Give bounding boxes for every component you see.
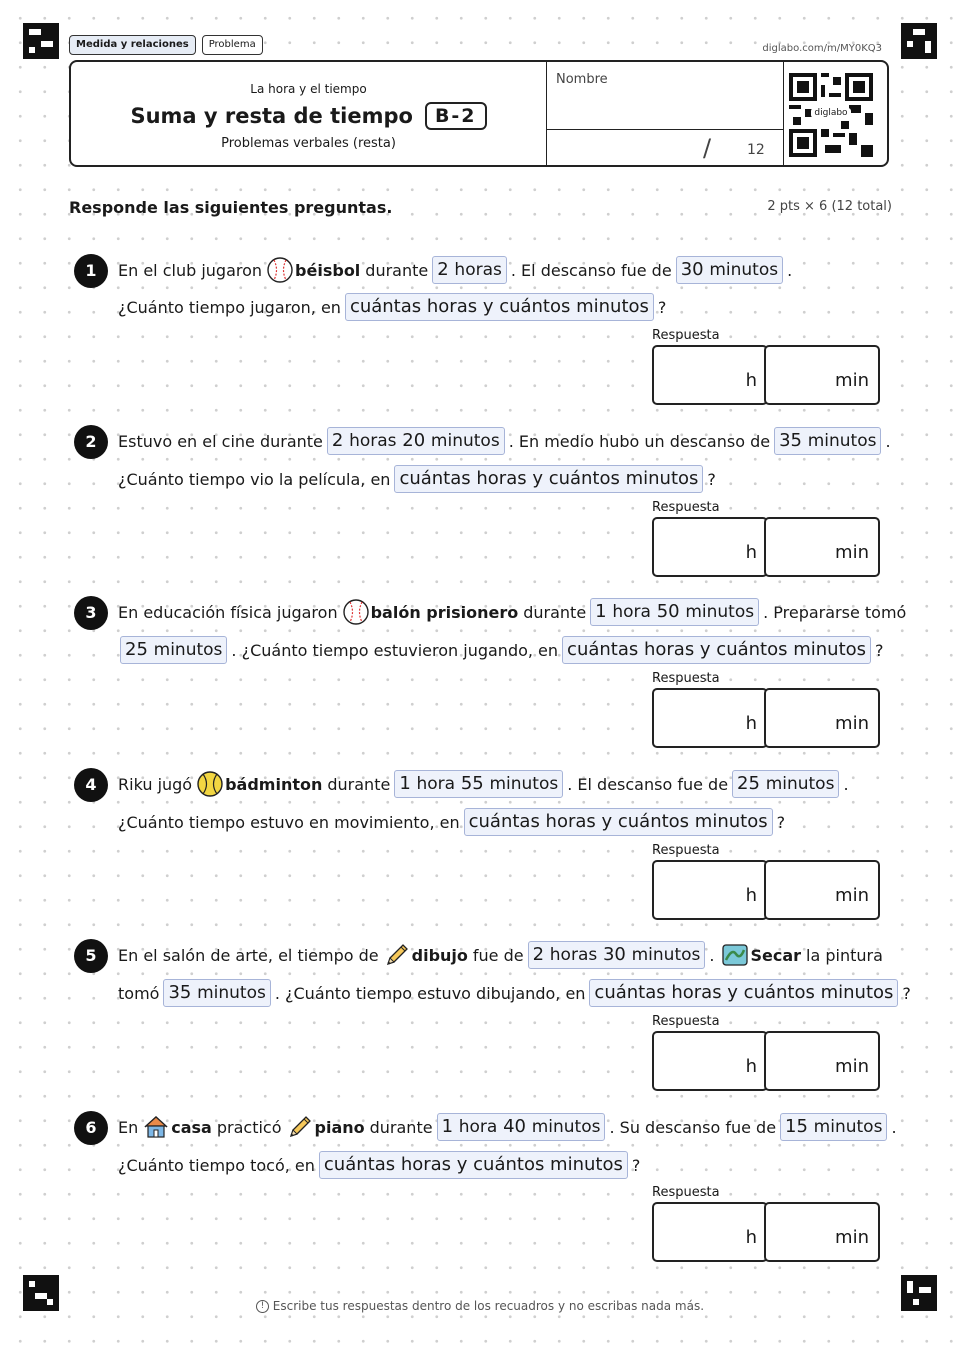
topic-subtitle: La hora y el tiempo (250, 82, 367, 96)
question-number: 2 (74, 425, 108, 459)
question-text: durante (369, 1117, 433, 1137)
question-mark: ? (707, 469, 716, 489)
hours-unit: h (745, 1227, 757, 1248)
house-icon (143, 1114, 169, 1140)
question-1 (69, 254, 891, 419)
question-line-1 (118, 598, 906, 626)
question-text: ¿Cuánto tiempo estuvo en movimiento, en (118, 812, 460, 832)
tag-row (69, 35, 263, 55)
time-highlight: 25 minutos (120, 636, 227, 664)
question-text: . (885, 431, 891, 451)
question-number: 5 (74, 939, 108, 973)
question-text: fue de (472, 945, 524, 965)
time-highlight: 2 horas 30 minutos (528, 941, 706, 969)
category-tag: Medida y relaciones (69, 35, 196, 55)
question-mark: ? (776, 812, 786, 832)
question-text: durante (523, 602, 587, 622)
instructions: Responde las siguientes preguntas. (69, 198, 393, 217)
question-line-2 (118, 293, 666, 321)
time-highlight: 15 minutos (780, 1113, 887, 1141)
question-mark: ? (902, 983, 911, 1003)
corner-marker-tl (23, 23, 59, 59)
name-label: Nombre (556, 72, 608, 87)
question-text: tomó (118, 983, 160, 1003)
activity-label: Secar (750, 945, 802, 965)
activity-label: bádminton (225, 774, 323, 794)
question-text: En el salón de arte, el tiempo de (118, 945, 379, 965)
answer-label: Respuesta (652, 328, 720, 343)
place-label: casa (171, 1117, 212, 1137)
hours-answer-box[interactable] (652, 517, 768, 577)
worksheet-url[interactable]: diglabo.com/m/MY0KQ3 (762, 43, 882, 54)
minutes-unit: min (835, 370, 869, 391)
question-text: . El descanso fue de (510, 260, 672, 280)
ask-highlight: cuántas horas y cuántos minutos (562, 636, 871, 664)
hours-unit: h (745, 885, 757, 906)
minutes-unit: min (835, 1056, 869, 1077)
answer-label: Respuesta (652, 671, 720, 686)
ask-highlight: cuántas horas y cuántos minutos (319, 1151, 628, 1179)
activity-label: piano (314, 1117, 365, 1137)
question-text: ¿Cuánto tiempo tocó, en (118, 1155, 315, 1175)
divider (547, 129, 783, 130)
worksheet-description: Problemas verbales (resta) (221, 136, 396, 151)
question-text: . Su descanso fue de (609, 1117, 777, 1137)
question-number: 6 (74, 1111, 108, 1145)
question-line-1 (118, 427, 891, 455)
activity-label: béisbol (295, 260, 361, 280)
time-highlight: 35 minutos (774, 427, 881, 455)
question-line-2 (118, 1151, 640, 1179)
hours-answer-box[interactable] (652, 860, 768, 920)
hours-answer-box[interactable] (652, 1202, 768, 1262)
footer-note (0, 1299, 960, 1313)
question-text: . (709, 945, 715, 965)
minutes-unit: min (835, 885, 869, 906)
minutes-unit: min (835, 542, 869, 563)
question-text: ¿Cuánto tiempo jugaron, en (118, 297, 341, 317)
score-total: 12 (747, 142, 765, 158)
tennis-ball-icon (197, 771, 223, 797)
question-mark: ? (875, 640, 884, 660)
answer-label: Respuesta (652, 1185, 720, 1200)
time-highlight: 35 minutos (163, 979, 270, 1007)
question-text: En educación física jugaron (118, 602, 338, 622)
hours-unit: h (745, 1056, 757, 1077)
question-text: durante (327, 774, 391, 794)
question-2 (69, 425, 891, 590)
question-line-2 (118, 979, 911, 1007)
minutes-answer-box[interactable] (764, 1031, 880, 1091)
baseball-icon (267, 257, 293, 283)
ask-highlight: cuántas horas y cuántos minutos (589, 979, 898, 1007)
points-info: 2 pts × 6 (12 total) (767, 199, 892, 214)
answer-label: Respuesta (652, 1014, 720, 1029)
footer-text: Escribe tus respuestas dentro de los recuadros y no escribas nada más. (272, 1299, 705, 1313)
paint-icon (722, 942, 748, 968)
worksheet-header (69, 60, 889, 167)
question-line-2 (118, 808, 785, 836)
dodgeball-icon (343, 599, 369, 625)
question-3 (69, 596, 907, 761)
question-text: . Prepararse tomó (763, 602, 907, 622)
hours-unit: h (745, 370, 757, 391)
question-text: En (118, 1117, 139, 1137)
question-text: . El descanso fue de (567, 774, 729, 794)
info-icon: ! (256, 1300, 269, 1313)
question-number: 1 (74, 254, 108, 288)
time-highlight: 2 horas 20 minutos (327, 427, 505, 455)
question-text: Estuvo en el cine durante (118, 431, 323, 451)
question-line-2 (118, 465, 716, 493)
hours-answer-box[interactable] (652, 1031, 768, 1091)
time-highlight: 25 minutos (732, 770, 839, 798)
score-slash: / (703, 134, 712, 162)
question-text: practicó (216, 1117, 282, 1137)
question-mark: ? (657, 297, 667, 317)
title-block (71, 62, 546, 165)
question-line-1 (118, 1113, 897, 1141)
time-highlight: 1 hora 50 minutos (590, 598, 759, 626)
minutes-answer-box[interactable] (764, 688, 880, 748)
corner-marker-tr (901, 23, 937, 59)
minutes-answer-box[interactable] (764, 1202, 880, 1262)
minutes-unit: min (835, 713, 869, 734)
question-text: ¿Cuánto tiempo vio la película, en (118, 469, 391, 489)
activity-label: dibujo (411, 945, 468, 965)
question-number: 3 (74, 596, 108, 630)
question-line-2 (118, 636, 884, 664)
answer-label: Respuesta (652, 500, 720, 515)
activity-label: balón prisionero (370, 602, 519, 622)
question-text: . En medio hubo un descanso de (508, 431, 771, 451)
question-text: durante (365, 260, 429, 280)
answer-label: Respuesta (652, 843, 720, 858)
ask-highlight: cuántas horas y cuántos minutos (394, 465, 703, 493)
question-line-1 (118, 256, 792, 284)
qr-label: diglabo (811, 108, 851, 118)
pencil-icon (287, 1114, 313, 1140)
question-4 (69, 768, 891, 933)
qr-code-icon (789, 73, 873, 157)
question-text: la pintura (806, 945, 883, 965)
time-highlight: 1 hora 55 minutos (394, 770, 563, 798)
question-text: . (843, 774, 849, 794)
hours-answer-box[interactable] (652, 345, 768, 405)
time-highlight: 30 minutos (676, 256, 783, 284)
name-field[interactable] (546, 62, 784, 165)
minutes-answer-box[interactable] (764, 517, 880, 577)
minutes-unit: min (835, 1227, 869, 1248)
pencil-icon (384, 942, 410, 968)
ask-highlight: cuántas horas y cuántos minutos (345, 293, 654, 321)
question-mark: ? (631, 1155, 641, 1175)
question-text: . ¿Cuánto tiempo estuvo dibujando, en (274, 983, 586, 1003)
question-6 (69, 1111, 897, 1276)
level-code: B-2 (425, 102, 487, 130)
question-line-1 (118, 941, 883, 969)
page-title: Suma y resta de tiempo (130, 104, 413, 128)
question-line-1 (118, 770, 849, 798)
hours-unit: h (745, 713, 757, 734)
question-text: . (891, 1117, 897, 1137)
question-text: En el club jugaron (118, 260, 263, 280)
hours-unit: h (745, 542, 757, 563)
ask-highlight: cuántas horas y cuántos minutos (464, 808, 773, 836)
time-highlight: 2 horas (432, 256, 507, 284)
question-text: Riku jugó (118, 774, 193, 794)
time-highlight: 1 hora 40 minutos (437, 1113, 606, 1141)
question-number: 4 (74, 768, 108, 802)
question-5 (69, 939, 911, 1104)
type-tag: Problema (202, 35, 263, 55)
hours-answer-box[interactable] (652, 688, 768, 748)
minutes-answer-box[interactable] (764, 860, 880, 920)
minutes-answer-box[interactable] (764, 345, 880, 405)
question-text: . ¿Cuánto tiempo estuvieron jugando, en (231, 640, 559, 660)
question-text: . (787, 260, 793, 280)
